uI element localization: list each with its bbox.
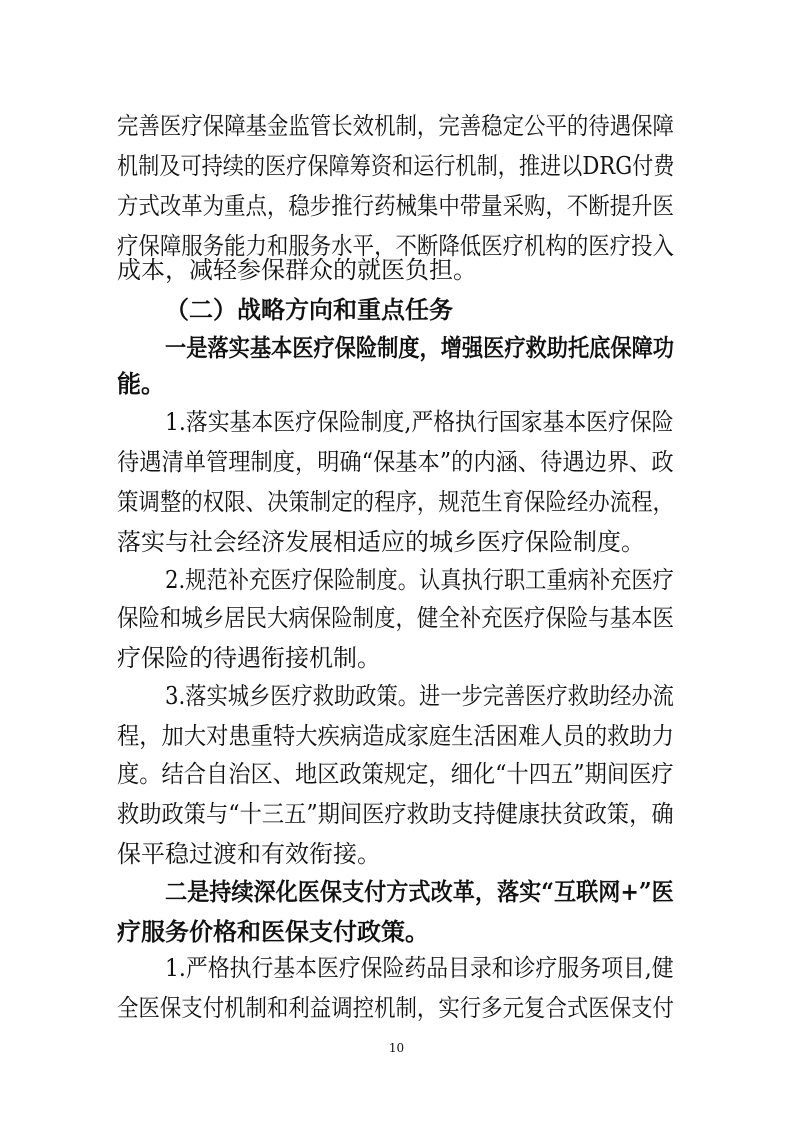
body-text-line: 救助政策与“十三五”期间医疗救助支持健康扶贫政策，确 xyxy=(117,800,674,828)
body-text-line: 3.落实城乡医疗救助政策。进一步完善医疗救助经办流 xyxy=(165,682,674,710)
body-text-line: 保险和城乡居民大病保险制度，健全补充医疗保险与基本医 xyxy=(117,604,674,632)
body-text-line: 程，加大对患重特大疾病造成家庭生活困难人员的救助力 xyxy=(117,722,674,750)
body-text-line: 完善医疗保障基金监管长效机制，完善稳定公平的待遇保障 xyxy=(117,112,674,140)
body-text-line: 保平稳过渡和有效衔接。 xyxy=(117,840,381,868)
body-text-line: 疗保障服务能力和服务水平，不断降低医疗机构的医疗投入 xyxy=(117,232,674,260)
body-text-line: 成本，减轻参保群众的就医负担。 xyxy=(117,256,477,284)
body-text-line: 策调整的权限、决策制定的程序，规范生育保险经办流程， xyxy=(117,488,674,516)
body-text-line: 1.严格执行基本医疗保险药品目录和诊疗服务项目,健 xyxy=(165,954,674,982)
body-text-line: 2.规范补充医疗保险制度。认真执行职工重病补充医疗 xyxy=(165,566,674,594)
body-text-line: 度。结合自治区、地区政策规定，细化“十四五”期间医疗 xyxy=(117,760,674,788)
body-text-line: 落实与社会经济发展相适应的城乡医疗保险制度。 xyxy=(117,528,645,556)
body-text-line: 方式改革为重点，稳步推行药械集中带量采购，不断提升医 xyxy=(117,192,674,220)
body-text-line: 疗保险的待遇衔接机制。 xyxy=(117,644,381,672)
subsection-heading: 一是落实基本医疗保险制度，增强医疗救助托底保障功 xyxy=(165,333,675,362)
body-text-line: 机制及可持续的医疗保障筹资和运行机制，推进以DRG付费 xyxy=(117,152,675,180)
subsection-heading: 二是持续深化医保支付方式改革，落实“互联网+”医 xyxy=(165,877,674,906)
section-heading: （二）战略方向和重点任务 xyxy=(165,295,453,324)
subsection-heading: 能。 xyxy=(117,369,165,398)
body-text-line: 待遇清单管理制度，明确“保基本”的内涵、待遇边界、政 xyxy=(117,448,674,476)
body-text-line: 1.落实基本医疗保险制度,严格执行国家基本医疗保险 xyxy=(165,408,674,436)
subsection-heading: 疗服务价格和医保支付政策。 xyxy=(117,917,429,946)
page-number: 10 xyxy=(388,1041,405,1055)
body-text-line: 全医保支付机制和利益调控机制，实行多元复合式医保支付 xyxy=(117,994,674,1022)
